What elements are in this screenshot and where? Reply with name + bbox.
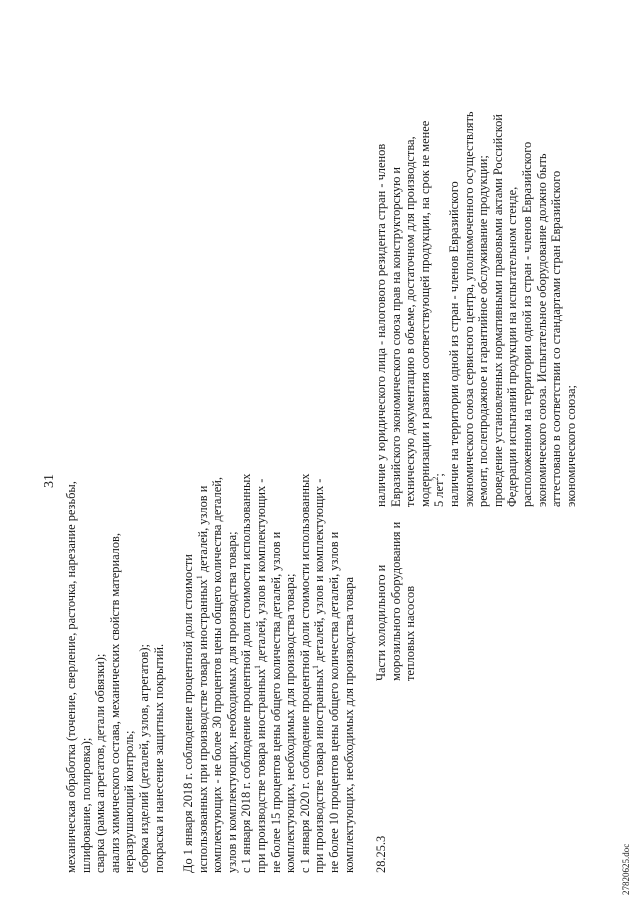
operation-line: неразрушающий контроль; bbox=[122, 730, 137, 873]
localization-line bbox=[327, 474, 342, 874]
requirement-line bbox=[549, 111, 564, 507]
localization-line bbox=[312, 474, 327, 874]
text-segment: при производстве товара иностранных bbox=[312, 668, 327, 873]
text-segment: ремонт, послепродажное и гарантийное обслуживание продукции; bbox=[476, 155, 491, 507]
footnote-marker: 1 bbox=[194, 575, 204, 580]
text-segment: деталей, узлов и комплектующих - bbox=[312, 478, 327, 665]
operation-line: покраска и нанесение защитных покрытий. bbox=[151, 643, 166, 873]
text-segment: Федерации испытаний продукции на испытательном стенде, bbox=[505, 186, 520, 507]
text-segment: с 1 января 2020 г. соблюдение процентной доли стоимости использованных bbox=[297, 473, 312, 873]
operation-line: шлифование, полировка); bbox=[78, 737, 93, 873]
text-segment: расположенном на территории одной из стран - членов Евразийского bbox=[519, 141, 534, 507]
text-segment: при производстве товара иностранных bbox=[253, 668, 268, 873]
requirement-line bbox=[476, 111, 491, 507]
operations-list bbox=[64, 481, 166, 873]
text-segment: проведение установленных нормативными правовыми актами Российской bbox=[490, 114, 505, 507]
operation-line: механическая обработка (точение, сверление, расточка, нарезание резьбы, bbox=[64, 481, 78, 873]
file-reference: 27820625.doc bbox=[621, 843, 631, 895]
text-segment: деталей, узлов и комплектующих - bbox=[253, 478, 268, 665]
product-name-line: морозильного оборудования и bbox=[388, 521, 403, 681]
requirement-line bbox=[432, 111, 447, 507]
requirement-line bbox=[491, 111, 506, 507]
product-name-line: Части холодильного и bbox=[374, 564, 388, 681]
text-segment: техническую документацию в объеме, достаточном для производства, bbox=[403, 136, 418, 507]
text-segment: ; bbox=[432, 473, 447, 477]
footnote-marker: 1 bbox=[311, 664, 321, 669]
localization-line bbox=[225, 474, 240, 874]
product-code: 28.25.3 bbox=[374, 835, 388, 873]
operation-line: сборка изделий (деталей, узлов, агрегатов); bbox=[136, 644, 151, 873]
product-name-line: тепловых насосов bbox=[403, 585, 418, 681]
production-requirements bbox=[374, 111, 578, 507]
requirement-line bbox=[389, 111, 404, 507]
text-segment: До 1 января 2018 г. соблюдение процентной доли стоимости bbox=[181, 554, 195, 873]
text-segment: узлов и комплектующих, необходимых для производства товара; bbox=[224, 531, 239, 873]
text-segment: не более 15 процентов цены общего количества деталей, узлов и bbox=[268, 531, 283, 873]
localization-line bbox=[210, 474, 225, 874]
text-segment: модернизации и развития соответствующей продукции, на срок не менее bbox=[417, 120, 432, 507]
requirement-line bbox=[374, 111, 389, 507]
text-segment: 5 лет bbox=[432, 480, 447, 507]
requirement-line bbox=[535, 111, 550, 507]
localization-line bbox=[181, 474, 196, 874]
text-segment: с 1 января 2018 г. соблюдение процентной доли стоимости использованных bbox=[239, 473, 254, 873]
requirement-line bbox=[447, 111, 462, 507]
text-segment: наличие у юридического лица - налогового резидента стран - членов bbox=[374, 143, 388, 507]
text-segment: деталей, узлов и bbox=[195, 485, 210, 576]
text-segment: комплектующих, необходимых для производства товара; bbox=[283, 573, 298, 873]
requirement-line bbox=[564, 111, 579, 507]
text-segment: экономического союза. Испытательное оборудование должно быть bbox=[534, 153, 549, 507]
localization-line bbox=[196, 474, 211, 874]
localization-line bbox=[254, 474, 269, 874]
requirement-line bbox=[418, 111, 433, 507]
localization-line bbox=[342, 474, 357, 874]
text-segment: наличие на территории одной из стран - членов Евразийского bbox=[446, 181, 461, 507]
text-segment: комплектующих - не более 30 процентов цены общего количества деталей, bbox=[210, 477, 225, 873]
localization-line bbox=[298, 474, 313, 874]
requirement-line bbox=[505, 111, 520, 507]
operation-line: сварка (рамка агрегатов, детали обвязки); bbox=[93, 653, 108, 873]
text-segment: комплектующих, необходимых для производства товара bbox=[341, 576, 356, 873]
localization-requirements bbox=[181, 474, 356, 874]
page-number: 31 bbox=[42, 474, 57, 488]
localization-line bbox=[239, 474, 254, 874]
product-name bbox=[374, 522, 418, 681]
operation-line: анализ химического состава, механических свойств материалов, bbox=[107, 532, 122, 873]
text-segment: экономического союза; bbox=[563, 385, 578, 507]
text-segment: Евразийского экономического союза прав на конструкторскую и bbox=[388, 166, 403, 507]
localization-line bbox=[283, 474, 298, 874]
footnote-marker: 1 bbox=[252, 664, 262, 669]
text-segment: аттестовано в соответствии со стандартами стран Евразийского bbox=[549, 170, 564, 507]
text-segment: использованных при производстве товара иностранных bbox=[195, 579, 210, 873]
localization-line bbox=[269, 474, 284, 874]
text-segment: не более 10 процентов цены общего количества деталей, узлов и bbox=[326, 531, 341, 873]
requirement-line bbox=[520, 111, 535, 507]
footnote-marker: 2 bbox=[431, 476, 441, 481]
text-segment: экономического союза сервисного центра, уполномоченного осуществлять bbox=[461, 111, 476, 507]
requirement-line bbox=[403, 111, 418, 507]
requirement-line bbox=[462, 111, 477, 507]
